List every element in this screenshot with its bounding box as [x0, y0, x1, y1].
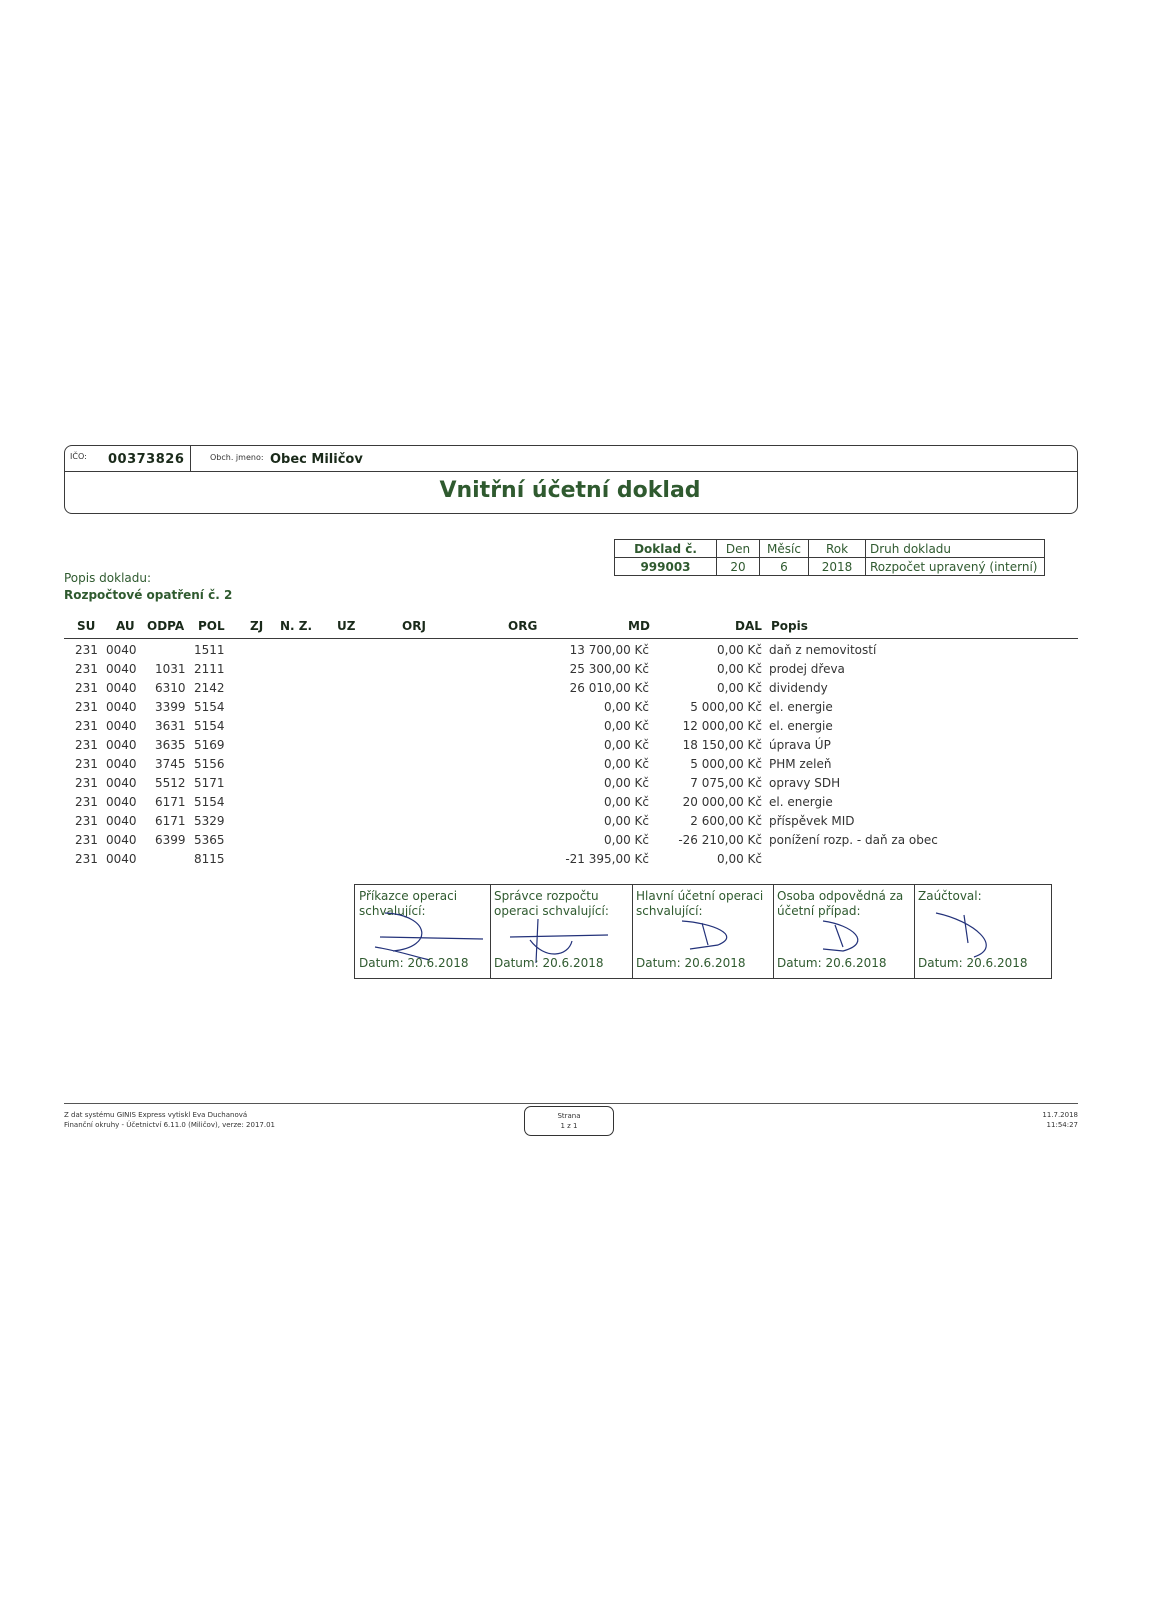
cell-dal: 20 000,00 Kč — [682, 795, 762, 809]
table-row — [0, 643, 1163, 662]
cell-md: 26 010,00 Kč — [569, 681, 649, 695]
signature-date: Datum: 20.6.2018 — [777, 956, 887, 970]
cell-au: 0040 — [106, 681, 137, 695]
cell-odpa: 6171 — [155, 795, 186, 809]
cell-md: 0,00 Kč — [604, 814, 649, 828]
den-value: 20 — [717, 558, 760, 576]
footer-line — [64, 1103, 1078, 1104]
strana-value: 1 z 1 — [560, 1122, 578, 1130]
cell-su: 231 — [75, 852, 98, 866]
signature-box — [354, 884, 1052, 979]
druh-value: Rozpočet upravený (interní) — [866, 558, 1045, 576]
cell-dal: 5 000,00 Kč — [690, 700, 762, 714]
mesic-label: Měsíc — [760, 540, 809, 558]
cell-popis: prodej dřeva — [769, 662, 845, 676]
signature-date: Datum: 20.6.2018 — [636, 956, 746, 970]
cell-pol: 5169 — [194, 738, 225, 752]
cell-pol: 5171 — [194, 776, 225, 790]
cell-md: 0,00 Kč — [604, 719, 649, 733]
popis-value: Rozpočtové opatření č. 2 — [64, 588, 233, 602]
cell-su: 231 — [75, 700, 98, 714]
page-indicator — [524, 1106, 614, 1136]
col-header-zj: ZJ — [250, 619, 264, 633]
mesic-value: 6 — [760, 558, 809, 576]
ico-label: IČO: — [70, 452, 87, 461]
cell-odpa: 3635 — [155, 738, 186, 752]
table-row — [0, 776, 1163, 795]
table-row — [0, 833, 1163, 852]
col-header-nz: N. Z. — [280, 619, 313, 633]
rok-label: Rok — [809, 540, 866, 558]
cell-au: 0040 — [106, 776, 137, 790]
footer-line-2: Finanční okruhy - Účetnictví 6.11.0 (Miličov), verze: 2017.01 — [64, 1121, 275, 1129]
cell-popis: úprava ÚP — [769, 738, 831, 752]
obch-name: Obec Miličov — [270, 452, 363, 467]
cell-popis: el. energie — [769, 719, 833, 733]
signature-cell-spravce — [490, 885, 633, 978]
col-header-uz: UZ — [337, 619, 356, 633]
table-row — [0, 681, 1163, 700]
cell-md: 13 700,00 Kč — [569, 643, 649, 657]
cell-su: 231 — [75, 833, 98, 847]
cell-dal: -26 210,00 Kč — [678, 833, 762, 847]
col-header-org: ORG — [508, 619, 538, 633]
header-divider — [64, 471, 1077, 472]
signature-cell-prikazce — [355, 885, 491, 978]
signature-date: Datum: 20.6.2018 — [918, 956, 1028, 970]
cell-odpa: 6171 — [155, 814, 186, 828]
cell-au: 0040 — [106, 643, 137, 657]
doc-info-table — [614, 539, 1045, 576]
cell-su: 231 — [75, 776, 98, 790]
cell-md: 0,00 Kč — [604, 833, 649, 847]
cell-dal: 0,00 Kč — [717, 662, 762, 676]
cell-su: 231 — [75, 738, 98, 752]
cell-popis: opravy SDH — [769, 776, 841, 790]
cell-pol: 5154 — [194, 795, 225, 809]
cell-dal: 0,00 Kč — [717, 681, 762, 695]
table-row — [0, 662, 1163, 681]
signature-title: Zaúčtoval: — [918, 889, 982, 903]
cell-au: 0040 — [106, 700, 137, 714]
cell-md: 0,00 Kč — [604, 700, 649, 714]
signature-cell-osoba — [773, 885, 915, 978]
header-underline — [64, 638, 1078, 639]
cell-md: 0,00 Kč — [604, 795, 649, 809]
footer-date: 11.7.2018 — [1042, 1111, 1078, 1119]
col-header-odpa: ODPA — [147, 619, 185, 633]
doklad-value: 999003 — [615, 558, 717, 576]
cell-odpa: 3631 — [155, 719, 186, 733]
cell-su: 231 — [75, 719, 98, 733]
table-row — [0, 738, 1163, 757]
cell-au: 0040 — [106, 738, 137, 752]
cell-au: 0040 — [106, 795, 137, 809]
cell-popis: příspěvek MID — [769, 814, 855, 828]
cell-md: 0,00 Kč — [604, 776, 649, 790]
cell-pol: 1511 — [194, 643, 225, 657]
druh-label: Druh dokladu — [866, 540, 1045, 558]
cell-pol: 5329 — [194, 814, 225, 828]
cell-md: 0,00 Kč — [604, 738, 649, 752]
table-row — [0, 719, 1163, 738]
cell-dal: 5 000,00 Kč — [690, 757, 762, 771]
signature-title: Osoba odpovědná za účetní případ: — [777, 889, 904, 918]
cell-au: 0040 — [106, 757, 137, 771]
cell-su: 231 — [75, 681, 98, 695]
cell-au: 0040 — [106, 852, 137, 866]
cell-pol: 2111 — [194, 662, 225, 676]
cell-md: 25 300,00 Kč — [569, 662, 649, 676]
footer-source — [64, 1110, 275, 1130]
cell-pol: 5365 — [194, 833, 225, 847]
popis-label: Popis dokladu: — [64, 571, 152, 585]
cell-md: -21 395,00 Kč — [565, 852, 649, 866]
den-label: Den — [717, 540, 760, 558]
footer-line-1: Z dat systému GINIS Express vytiskl Eva Duchanová — [64, 1111, 248, 1119]
cell-odpa: 5512 — [155, 776, 186, 790]
table-row — [0, 700, 1163, 719]
signature-title: Správce rozpočtu operaci schvalující: — [494, 889, 609, 918]
cell-popis: ponížení rozp. - daň za obec — [769, 833, 938, 847]
col-header-orj: ORJ — [402, 619, 426, 633]
document-title: Vnitřní účetní doklad — [439, 478, 701, 503]
signature-cell-hlavni — [632, 885, 774, 978]
cell-odpa: 6310 — [155, 681, 186, 695]
cell-popis: dividendy — [769, 681, 828, 695]
signature-date: Datum: 20.6.2018 — [359, 956, 469, 970]
cell-au: 0040 — [106, 814, 137, 828]
cell-dal: 2 600,00 Kč — [690, 814, 762, 828]
doklad-label: Doklad č. — [615, 540, 717, 558]
cell-dal: 0,00 Kč — [717, 643, 762, 657]
footer-timestamp — [990, 1110, 1078, 1130]
signature-date: Datum: 20.6.2018 — [494, 956, 604, 970]
cell-odpa: 3745 — [155, 757, 186, 771]
cell-su: 231 — [75, 757, 98, 771]
cell-popis: el. energie — [769, 700, 833, 714]
cell-au: 0040 — [106, 833, 137, 847]
cell-pol: 2142 — [194, 681, 225, 695]
col-header-au: AU — [116, 619, 135, 633]
cell-pol: 5156 — [194, 757, 225, 771]
cell-dal: 12 000,00 Kč — [682, 719, 762, 733]
col-header-md: MD — [628, 619, 650, 633]
cell-au: 0040 — [106, 719, 137, 733]
col-header-pol: POL — [198, 619, 225, 633]
footer-time: 11:54:27 — [1046, 1121, 1078, 1129]
signature-title: Příkazce operaci schvalující: — [359, 889, 458, 918]
col-header-dal: DAL — [735, 619, 762, 633]
cell-popis: el. energie — [769, 795, 833, 809]
table-row — [0, 757, 1163, 776]
strana-label: Strana — [557, 1112, 581, 1120]
table-row — [0, 814, 1163, 833]
cell-odpa: 6399 — [155, 833, 186, 847]
cell-dal: 18 150,00 Kč — [682, 738, 762, 752]
cell-su: 231 — [75, 662, 98, 676]
table-row — [0, 795, 1163, 814]
cell-su: 231 — [75, 643, 98, 657]
signature-cell-zauctoval — [914, 885, 1051, 978]
cell-odpa: 1031 — [155, 662, 186, 676]
col-header-popis: Popis — [771, 619, 808, 633]
cell-md: 0,00 Kč — [604, 757, 649, 771]
cell-pol: 5154 — [194, 700, 225, 714]
cell-su: 231 — [75, 795, 98, 809]
table-row — [0, 852, 1163, 871]
cell-odpa: 3399 — [155, 700, 186, 714]
cell-su: 231 — [75, 814, 98, 828]
cell-pol: 5154 — [194, 719, 225, 733]
header-vertical-divider — [190, 445, 191, 471]
ico-value: 00373826 — [108, 452, 185, 467]
cell-pol: 8115 — [194, 852, 225, 866]
cell-dal: 7 075,00 Kč — [690, 776, 762, 790]
cell-popis: PHM zeleň — [769, 757, 832, 771]
cell-au: 0040 — [106, 662, 137, 676]
cell-dal: 0,00 Kč — [717, 852, 762, 866]
rok-value: 2018 — [809, 558, 866, 576]
col-header-su: SU — [77, 619, 96, 633]
obch-label: Obch. jmeno: — [210, 453, 264, 462]
cell-popis: daň z nemovitostí — [769, 643, 877, 657]
signature-title: Hlavní účetní operaci schvalující: — [636, 889, 764, 918]
